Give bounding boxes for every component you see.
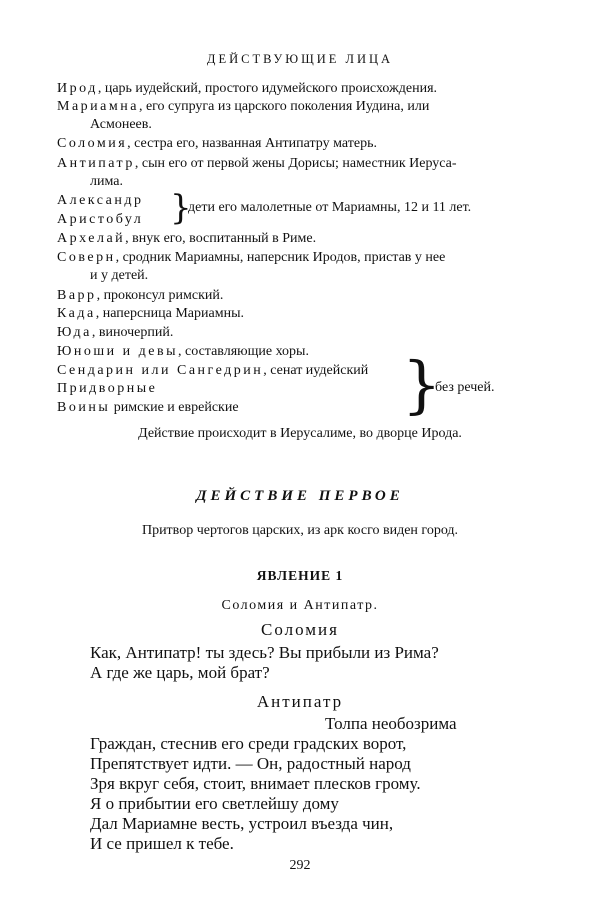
verse-line: Толпа необозрима — [325, 714, 457, 733]
cast-entry-salome — [57, 135, 377, 152]
cast-name: Сендарин или Сангедрин — [57, 363, 264, 378]
cast-desc-continuation: лима. — [90, 174, 123, 189]
cast-desc: римские и еврейские — [110, 400, 239, 415]
cast-desc-continuation: и у детей. — [90, 268, 149, 283]
cast-desc: , проконсул римский. — [96, 288, 224, 303]
cast-heading: ДЕЙСТВУЮЩИЕ ЛИЦА — [206, 52, 394, 66]
cast-entry-antipater — [57, 155, 457, 172]
cast-name: Мариамна — [57, 99, 139, 114]
play-setting: Действие происходит в Иерусалиме, во дворце Ирода. — [138, 426, 462, 441]
verse-line: Зря вкруг себя, стоит, внимает плесков грому. — [90, 774, 421, 793]
cast-entry-aristobulus: Аристобул — [57, 212, 144, 227]
cast-entry-courtiers — [57, 380, 157, 397]
verse-line: А где же царь, мой брат? — [90, 663, 270, 682]
verse-line: И се пришел к тебе. — [90, 834, 234, 853]
verse-line: Препятствует идти. — Он, радостный народ — [90, 754, 411, 773]
silent-brace-icon: } — [402, 348, 442, 421]
silent-note: без речей. — [435, 380, 495, 395]
cast-desc: , сын его от первой жены Дорисы; наместник Иеруса- — [134, 156, 457, 171]
speaker-name: Соломия — [261, 620, 339, 639]
sons-description: дети его малолетные от Мариамны, 12 и 11 лет. — [188, 200, 472, 215]
cast-name: Воины — [57, 400, 111, 415]
verse-line: Как, Антипатр! ты здесь? Вы прибыли из Рима? — [90, 643, 439, 662]
cast-entry-varus — [57, 287, 223, 304]
cast-name: Ирод — [57, 81, 98, 96]
cast-entry-alexander: Александр — [57, 193, 144, 208]
cast-entry-yuda — [57, 324, 173, 341]
cast-desc: , сродник Мариамны, наперсник Иродов, пристав у нее — [115, 250, 446, 265]
cast-entry-chorus — [57, 343, 309, 360]
scene-title: ЯВЛЕНИЕ 1 — [256, 568, 344, 583]
cast-name: Соломия — [57, 136, 128, 151]
verse-line: Я о прибытии его светлейшу дому — [90, 794, 339, 813]
act-setting: Притвор чертогов царских, из арк косго виден город. — [141, 523, 459, 538]
sons-brace-icon: } — [170, 188, 192, 228]
cast-entry-mariamne — [57, 98, 429, 115]
cast-name: Када — [57, 306, 96, 321]
cast-desc: , внук его, воспитанный в Риме. — [125, 231, 317, 246]
act-title: ДЕЙСТВИЕ ПЕРВОЕ — [196, 488, 404, 504]
cast-entry-sanhedrin — [57, 362, 368, 379]
page-number: 292 — [289, 858, 311, 873]
cast-entry-archelaus — [57, 230, 316, 247]
cast-desc: , виночерпий. — [91, 325, 174, 340]
cast-desc-continuation: Асмонеев. — [90, 117, 152, 132]
cast-desc: , сестра его, названная Антипатру матерь. — [127, 136, 377, 151]
scene-characters: Соломия и Антипатр. — [221, 598, 379, 613]
verse-line: Граждан, стеснив его среди градских ворот, — [90, 734, 407, 753]
cast-desc: , его супруга из царского поколения Иудина, или — [138, 99, 430, 114]
cast-entry-sohemus — [57, 249, 445, 266]
verse-line: Дал Мариамне весть, устроил въезда чин, — [90, 814, 394, 833]
cast-name: Архелай — [57, 231, 126, 246]
cast-name: Юноши и девы — [57, 344, 178, 359]
cast-name: Соверн — [57, 250, 116, 265]
speaker-name: Антипатр — [256, 692, 344, 711]
cast-desc: , наперсница Мариамны. — [95, 306, 244, 321]
cast-entry-soldiers — [57, 399, 239, 416]
cast-desc: , царь иудейский, простого идумейского происхождения. — [97, 81, 438, 96]
cast-name: Придворные — [57, 381, 158, 396]
cast-entry-kada — [57, 305, 244, 322]
cast-desc: , сенат иудейский — [263, 363, 369, 378]
cast-desc: , составляющие хоры. — [178, 344, 309, 359]
cast-name: Юда — [57, 325, 92, 340]
cast-name: Антипатр — [57, 156, 135, 171]
cast-name: Варр — [57, 288, 97, 303]
cast-entry-herod — [57, 80, 437, 97]
